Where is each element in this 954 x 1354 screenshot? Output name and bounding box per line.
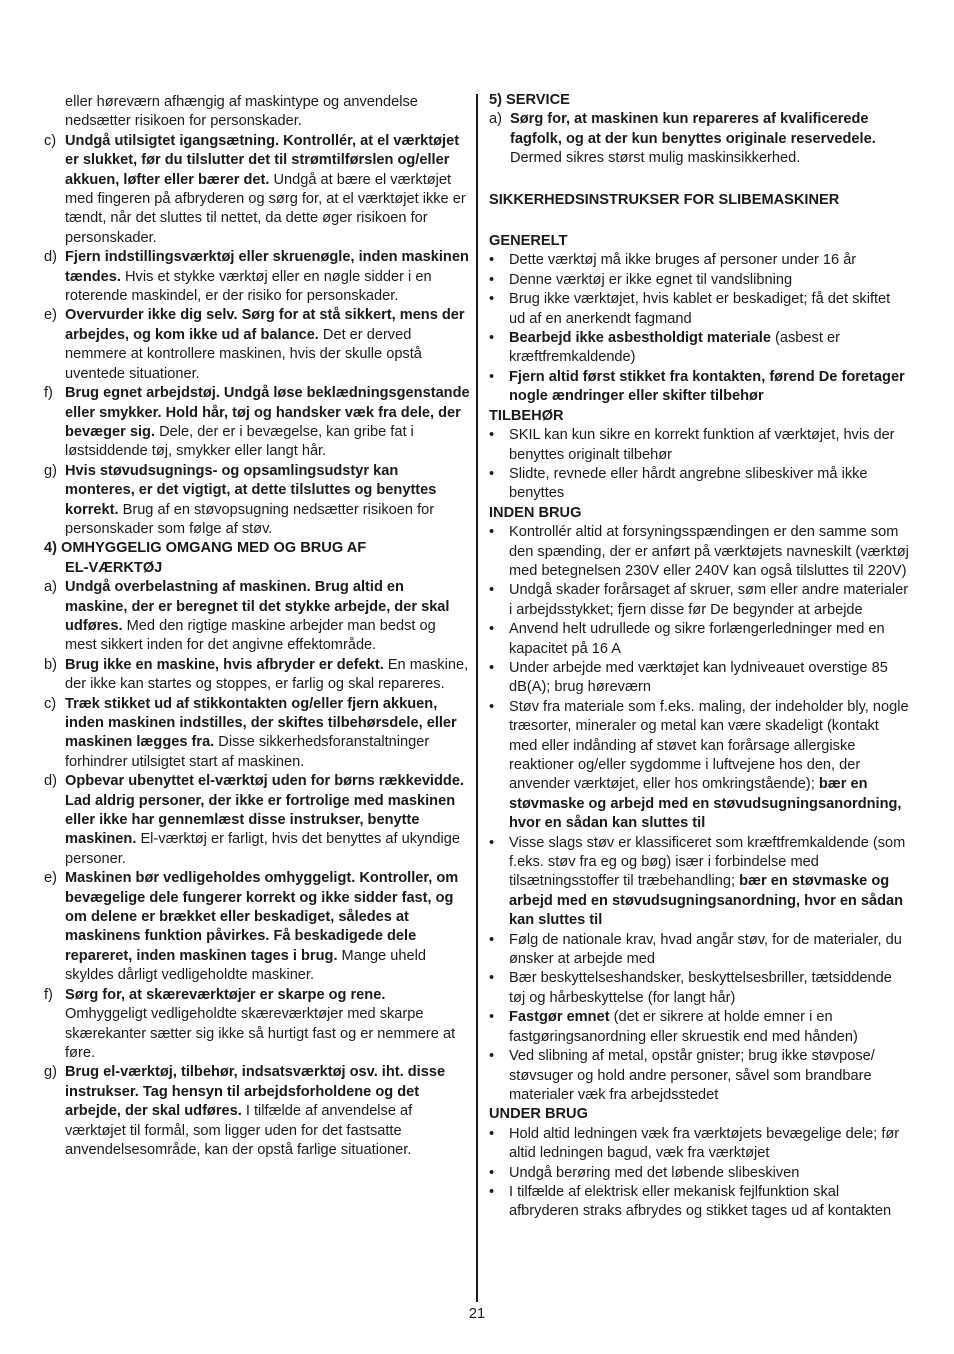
bullet-bold-text: Fjern altid først stikket fra kontakten, førend De foretager nogle ændringer eller skifter tilbehør bbox=[509, 368, 905, 405]
bullet-item bbox=[489, 271, 909, 290]
inden-brug-heading: INDEN BRUG bbox=[489, 504, 582, 521]
bullet-text: Følg de nationale krav, hvad angår støv, for de materialer, du ønsker at arbejde med bbox=[509, 931, 902, 968]
bullet-icon: • bbox=[489, 834, 495, 851]
bullet-item bbox=[489, 329, 909, 368]
item-bold-text: Hvis støvudsugnings- og opsamlingsudstyr kan monteres, er det vigtigt, at dette tilsluttes og benyttes korrekt. bbox=[65, 462, 437, 518]
item-bold-text: Træk stikket ud af stikkontakten og/eller fjern akkuen, inden maskinen indstilles, der skiftes tilbehørsdele, eller maskinen lægges fra. bbox=[65, 695, 457, 751]
item-bold-text: Sørg for, at skæreværktøjer er skarpe og rene. bbox=[65, 986, 386, 1003]
item-bold-text: Maskinen bør vedligeholdes omhyggeligt. Kontroller, om bevægelige dele fungerer korrekt og ikke sidder fast, og om delene er brækket eller beskadiget, således at maskinens funktion påvirkes. Få beskadigede dele repareret, inden maskinen tages i brug. bbox=[65, 870, 459, 964]
under-brug-heading: UNDER BRUG bbox=[489, 1106, 588, 1123]
bullet-item bbox=[489, 698, 909, 834]
generelt-heading: GENERELT bbox=[489, 233, 568, 250]
general-safety-list bbox=[44, 132, 470, 540]
bullet-text: I tilfælde af elektrisk eller mekanisk fejlfunktion skal afbryderen straks afbrydes og stikket tages ud af kontakten bbox=[509, 1183, 892, 1220]
list-item bbox=[44, 384, 470, 462]
list-item bbox=[44, 695, 470, 773]
inden-brug-list bbox=[489, 523, 909, 1105]
bullet-icon: • bbox=[489, 427, 495, 444]
list-item bbox=[44, 1063, 470, 1160]
bullet-text: (det er sikrere at holde emner i en fastgøringsanordning eller skruestik end med hånden) bbox=[509, 1009, 858, 1045]
bullet-text: Anvend helt udrullede og sikre forlængerledninger med en kapacitet på 16 A bbox=[509, 621, 885, 657]
intro-text: eller høreværn afhængig af maskintype og anvendelse nedsætter risikoen for personskader. bbox=[65, 94, 418, 130]
bullet-bold-text: bær en støvmaske og arbejd med en støvudsugningsanordning, hvor en sådan kan sluttes til bbox=[509, 776, 902, 832]
bullet-icon: • bbox=[489, 271, 495, 288]
bullet-text: Kontrollér altid at forsyningsspændingen er den samme som den spænding, der er anført på værktøjets navneskilt (værktøj med betegnelsen 230V eller 240V kan også tilsluttes til 220V) bbox=[509, 524, 909, 579]
bullet-text: Støv fra materiale som f.eks. maling, der indeholder bly, nogle træsorter, mineraler og metal kan være skadeligt (kontakt med eller indånding af støvet kan forårsage allergiske reaktioner og/eller sygdomme i luftvejene hos den, der anvender værktøjet, eller hos omkringstående); bbox=[509, 698, 909, 793]
item-marker: a) bbox=[44, 579, 57, 596]
item-bold-text: Sørg for, at maskinen kun repareres af kvalificerede fagfolk, og at der kun benyttes originale reservedele. bbox=[510, 111, 876, 147]
item-bold-text: Brug el-værktøj, tilbehør, indsatsværktøj osv. iht. disse instrukser. Tag hensyn til arbejdsforholdene og det arbejde, der skal udføres. bbox=[65, 1064, 446, 1120]
bullet-item bbox=[489, 1183, 909, 1222]
bullet-item bbox=[489, 581, 909, 620]
item-marker: f) bbox=[44, 986, 53, 1003]
section-4-heading-line1: 4) OMHYGGELIG OMGANG MED OG BRUG AF bbox=[44, 540, 367, 557]
item-text: Det er derved nemmere at kontrollere maskinen, hvis der skulle opstå uventede situationer. bbox=[65, 326, 422, 382]
bullet-item bbox=[489, 426, 909, 465]
bullet-text: SKIL kan kun sikre en korrekt funktion af værktøjet, hvis der benyttes originalt tilbehør bbox=[509, 427, 895, 463]
bullet-icon: • bbox=[489, 582, 495, 599]
item-text: Disse sikkerhedsforanstaltninger forhindrer utilsigtet start af maskinen. bbox=[65, 734, 430, 770]
bullet-item bbox=[489, 1008, 909, 1047]
tilbehor-list bbox=[489, 426, 909, 504]
bullet-icon: • bbox=[489, 291, 495, 308]
list-item bbox=[44, 986, 470, 1064]
list-item bbox=[44, 306, 470, 384]
bullet-bold-text: Fastgør emnet bbox=[509, 1009, 610, 1026]
bullet-text: Undgå skader forårsaget af skruer, søm eller andre materialer i arbejdsstykket; fjern disse før De begynder at arbejde bbox=[509, 582, 909, 618]
bullet-item bbox=[489, 290, 909, 329]
bullet-item bbox=[489, 368, 909, 407]
item-marker: g) bbox=[44, 1064, 57, 1081]
item-text: El-værktøj er farligt, hvis det benyttes af ukyndige personer. bbox=[65, 831, 461, 867]
bullet-icon: • bbox=[489, 1048, 495, 1065]
bullet-icon: • bbox=[489, 970, 495, 987]
item-text: Dermed sikres størst mulig maskinsikkerhed. bbox=[510, 150, 801, 167]
column-divider bbox=[476, 94, 478, 1302]
item-text: Undgå at bære el værktøjet med fingeren på afbryderen og sørg for, at el værktøjet ikke er tændt, når det sluttes til nettet, da dette øger risikoen for personskader. bbox=[65, 171, 466, 246]
bullet-item bbox=[489, 834, 909, 931]
bullet-text: Denne værktøj er ikke egnet til vandslibning bbox=[509, 271, 793, 288]
bullet-bold-text: Bearbejd ikke asbestholdigt materiale bbox=[509, 330, 771, 347]
item-bold-text: Overvurder ikke dig selv. Sørg for at stå sikkert, mens der arbejdes, og kom ikke ud af balance. bbox=[65, 307, 465, 343]
item-marker: f) bbox=[44, 385, 53, 402]
service-list bbox=[489, 110, 909, 168]
list-item bbox=[44, 772, 470, 869]
item-text: Mange uheld skyldes dårligt vedligeholdte maskiner. bbox=[65, 947, 426, 984]
bullet-text: Brug ikke værktøjet, hvis kablet er beskadiget; få det skiftet ud af en anerkendt fagmand bbox=[509, 291, 891, 327]
list-item bbox=[489, 110, 909, 168]
bullet-text: Undgå berøring med det løbende slibeskiven bbox=[509, 1164, 800, 1181]
item-bold-text: Brug ikke en maskine, hvis afbryder er defekt. bbox=[65, 656, 384, 673]
bullet-icon: • bbox=[489, 1009, 495, 1026]
bullet-item bbox=[489, 1164, 909, 1183]
bullet-text: Under arbejde med værktøjet kan lydniveauet overstige 85 dB(A); brug høreværn bbox=[509, 659, 888, 696]
left-column bbox=[44, 93, 470, 1160]
item-text: Dele, der er i bevægelse, kan gribe fat i løstsiddende tøj, smykker eller langt hår. bbox=[65, 423, 414, 460]
item-text: Omhyggeligt vedligeholdte skæreværktøjer med skarpe skærekanter sætter sig ikke så hurtigt fast og er nemmere at føre. bbox=[65, 1006, 456, 1061]
item-marker: e) bbox=[44, 870, 57, 887]
bullet-icon: • bbox=[489, 368, 495, 385]
list-item bbox=[44, 132, 470, 248]
item-text: Hvis et stykke værktøj eller en nøgle sidder i en roterende maskindel, er der risiko for personskader. bbox=[65, 268, 432, 305]
item-bold-text: Brug egnet arbejdstøj. Undgå løse beklædningsgenstande eller smykker. Hold hår, tøj og handsker væk fra dele, der bevæger sig. bbox=[65, 385, 470, 440]
bullet-text: (asbest er kræftfremkaldende) bbox=[509, 330, 840, 366]
item-marker: c) bbox=[44, 132, 57, 149]
bullet-item bbox=[489, 465, 909, 504]
bullet-text: Bær beskyttelseshandsker, beskyttelsesbriller, tætsiddende tøj og hårbeskyttelse (for langt hår) bbox=[509, 970, 892, 1006]
bullet-icon: • bbox=[489, 931, 495, 948]
bullet-text: Visse slags støv er klassificeret som kræftfremkaldende (som f.eks. støv fra eg og bøg) især i forbindelse med tilsætningsstoffer til træbehandling; bbox=[509, 834, 906, 890]
page-number: 21 bbox=[468, 1306, 486, 1322]
item-marker: c) bbox=[44, 695, 57, 712]
item-text: I tilfælde af anvendelse af værktøjet til formål, som ligger uden for det fastsatte anvendelsesområde, kan der opstå farlige situationer. bbox=[65, 1103, 413, 1158]
item-marker: b) bbox=[44, 656, 57, 673]
item-text: Brug af en støvopsugning nedsætter risikoen for personskader som følge af støv. bbox=[65, 501, 435, 537]
item-text: En maskine, der ikke kan startes og stoppes, er farlig og skal repareres. bbox=[65, 656, 469, 693]
bullet-item bbox=[489, 659, 909, 698]
bullet-icon: • bbox=[489, 1183, 495, 1200]
bullet-item bbox=[489, 1047, 909, 1105]
right-column bbox=[489, 91, 909, 1222]
generelt-list bbox=[489, 251, 909, 406]
bullet-bold-text: bær en støvmaske og arbejd med en støvudsugningsanordning, hvor en sådan kan sluttes til bbox=[509, 873, 904, 929]
section-4-heading-line2: EL-VÆRKTØJ bbox=[65, 559, 163, 576]
list-item bbox=[44, 462, 470, 540]
item-bold-text: Undgå utilsigtet igangsætning. Kontrollér, at el værktøjet er slukket, før du tilslutter det til strømtilførslen og/eller akkuen, løfter eller bærer det. bbox=[65, 132, 460, 188]
bullet-icon: • bbox=[489, 465, 495, 482]
under-brug-list bbox=[489, 1125, 909, 1222]
tilbehor-heading: TILBEHØR bbox=[489, 407, 564, 424]
bullet-item bbox=[489, 523, 909, 581]
bullet-text: Hold altid ledningen væk fra værktøjets bevægelige dele; før altid ledningen bagud, væk fra værktøjet bbox=[509, 1125, 900, 1162]
bullet-icon: • bbox=[489, 524, 495, 541]
bullet-text: Slidte, revnede eller hårdt angrebne slibeskiver må ikke benyttes bbox=[509, 465, 868, 502]
bullet-item bbox=[489, 969, 909, 1008]
tool-use-list bbox=[44, 578, 470, 1160]
item-marker: d) bbox=[44, 773, 57, 790]
bullet-item bbox=[489, 931, 909, 970]
bullet-item bbox=[489, 1125, 909, 1164]
grinder-safety-title: SIKKERHEDSINSTRUKSER FOR SLIBEMASKINER bbox=[489, 191, 840, 208]
item-marker: d) bbox=[44, 249, 57, 266]
bullet-item bbox=[489, 251, 909, 270]
bullet-icon: • bbox=[489, 252, 495, 269]
item-text: Med den rigtige maskine arbejder man bedst og mest sikkert inden for det angivne effektområde. bbox=[65, 617, 436, 654]
list-item bbox=[44, 869, 470, 985]
list-item bbox=[44, 248, 470, 306]
section-4-heading bbox=[44, 539, 470, 578]
list-item bbox=[44, 578, 470, 656]
item-marker: g) bbox=[44, 462, 57, 479]
item-marker: a) bbox=[489, 111, 502, 128]
item-marker: e) bbox=[44, 307, 57, 324]
item-bold-text: Opbevar ubenyttet el-værktøj uden for børns rækkevidde. Lad aldrig personer, der ikke er fortrolige med maskinen eller ikke har gennemlæst disse instrukser, benytte maskinen. bbox=[65, 773, 464, 848]
bullet-item bbox=[489, 620, 909, 659]
bullet-icon: • bbox=[489, 659, 495, 676]
item-bold-text: Undgå overbelastning af maskinen. Brug altid en maskine, der er beregnet til det stykke arbejde, der skal udføres. bbox=[65, 579, 450, 634]
list-item bbox=[44, 656, 470, 695]
bullet-icon: • bbox=[489, 621, 495, 638]
bullet-icon: • bbox=[489, 1125, 495, 1142]
service-heading: 5) SERVICE bbox=[489, 92, 570, 108]
bullet-icon: • bbox=[489, 698, 495, 715]
bullet-text: Ved slibning af metal, opstår gnister; brug ikke støvpose/ støvsuger og hold andre personer, såvel som brandbare materialer væk fra arbejdsstedet bbox=[509, 1048, 875, 1103]
bullet-icon: • bbox=[489, 330, 495, 347]
bullet-text: Dette værktøj må ikke bruges af personer under 16 år bbox=[509, 252, 857, 269]
bullet-icon: • bbox=[489, 1164, 495, 1181]
item-bold-text: Fjern indstillingsværktøj eller skruenøgle, inden maskinen tændes. bbox=[65, 249, 469, 285]
